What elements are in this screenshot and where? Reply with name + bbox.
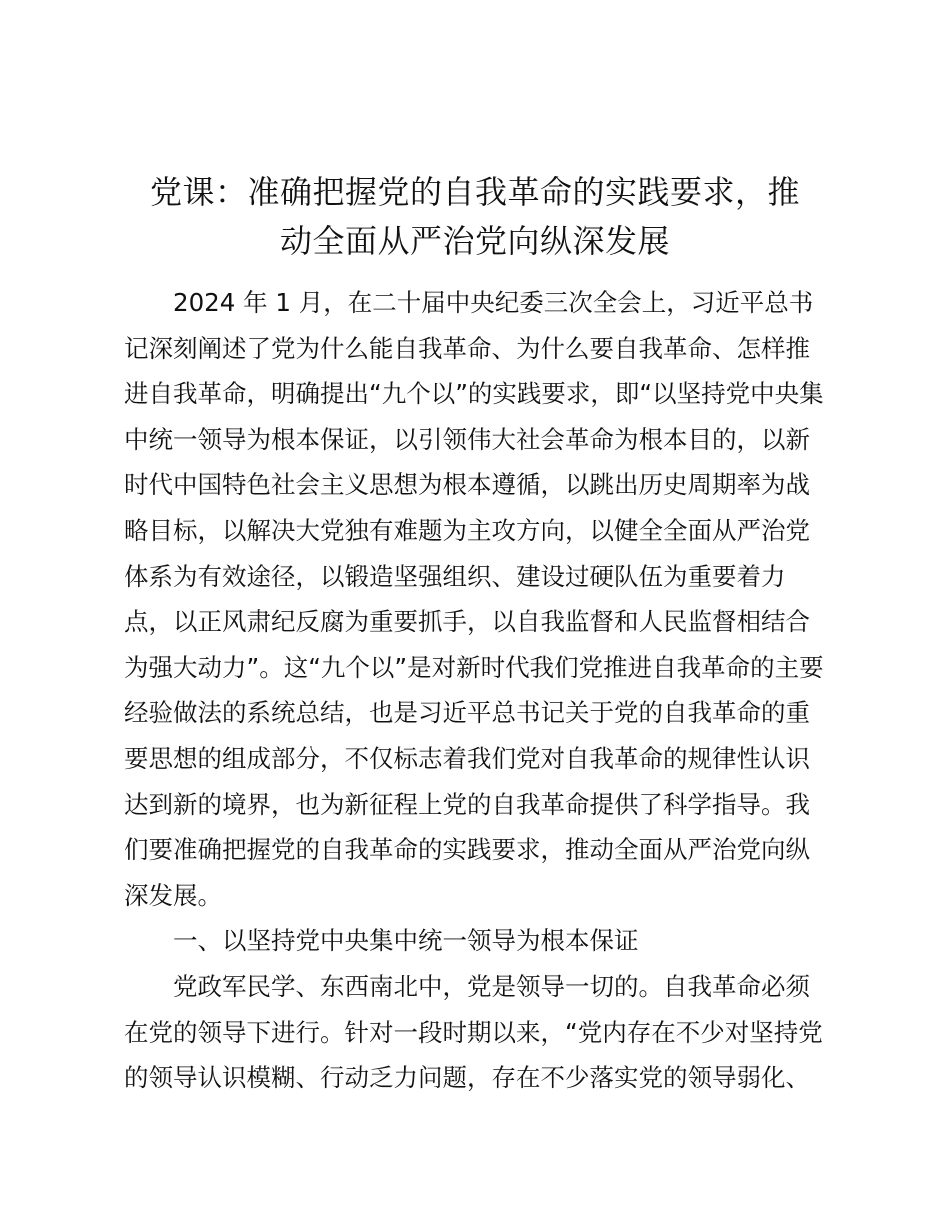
document-title	[110, 168, 840, 266]
paragraph-1-line-12: 达到新的境界，也为新征程上党的自我革命提供了科学指导。我	[124, 789, 810, 819]
paragraph-1-line-8: 点，以正风肃纪反腐为重要抓手，以自我监督和人民监督相结合	[124, 607, 810, 637]
title-line-1: 党课：准确把握党的自我革命的实践要求，推	[149, 173, 800, 211]
paragraph-2-line-2: 在党的领导下进行。针对一段时期以来，“党内存在不少对坚持党	[124, 1017, 823, 1047]
document-body	[124, 280, 836, 1101]
paragraph-1-line-5: 时代中国特色社会主义思想为根本遵循，以跳出历史周期率为战	[124, 470, 810, 500]
paragraph-1-line-7: 体系为有效途径，以锻造坚强组织、建设过硬队伍为重要着力	[124, 561, 786, 591]
paragraph-1-line-13: 们要准确把握党的自我革命的实践要求，推动全面从严治党向纵	[124, 835, 810, 865]
paragraph-2-line-3: 的领导认识模糊、行动乏力问题，存在不少落实党的领导弱化、	[124, 1063, 810, 1093]
paragraph-1-line-2: 记深刻阐述了党为什么能自我革命、为什么要自我革命、怎样推	[124, 333, 810, 363]
title-line-2: 动全面从严治党向纵深发展	[279, 222, 670, 260]
paragraph-1-line-9: 为强大动力”。这“九个以”是对新时代我们党推进自我革命的主要	[124, 652, 824, 682]
paragraph-1-line-6: 略目标，以解决大党独有难题为主攻方向，以健全全面从严治党	[124, 515, 810, 545]
section-heading-1: 一、以坚持党中央集中统一领导为根本保证	[173, 926, 639, 956]
paragraph-1-line-10: 经验做法的系统总结，也是习近平总书记关于党的自我革命的重	[124, 698, 810, 728]
paragraph-1-line-3: 进自我革命，明确提出“九个以”的实践要求，即“以坚持党中央集	[124, 379, 824, 409]
paragraph-1-line-1: 2024 年 1 月，在二十届中央纪委三次全会上，习近平总书	[173, 288, 814, 317]
paragraph-1-line-11: 要思想的组成部分，不仅标志着我们党对自我革命的规律性认识	[124, 743, 810, 773]
paragraph-1-line-4: 中统一领导为根本保证，以引领伟大社会革命为根本目的，以新	[124, 424, 810, 454]
paragraph-2-line-1: 党政军民学、东西南北中，党是领导一切的。自我革命必须	[173, 971, 810, 1001]
paragraph-1-line-14: 深发展。	[124, 880, 222, 910]
